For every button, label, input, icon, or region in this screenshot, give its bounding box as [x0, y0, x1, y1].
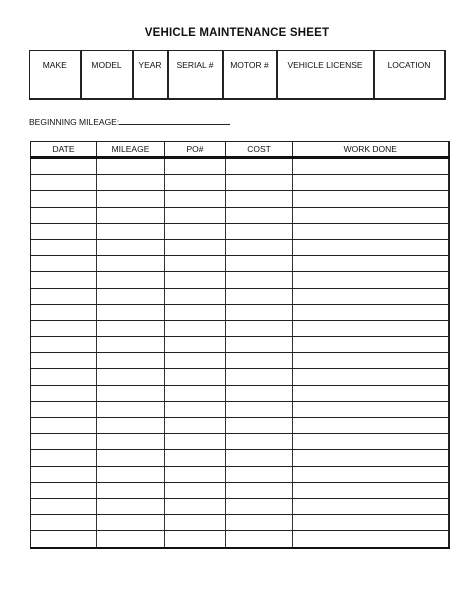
table-row — [31, 337, 449, 353]
cost-cell[interactable] — [226, 498, 293, 514]
work-done-cell[interactable] — [293, 288, 449, 304]
po-cell[interactable] — [165, 482, 226, 498]
vehicle-info-header: MODEL — [91, 60, 122, 70]
cost-cell[interactable] — [226, 256, 293, 272]
table-row — [31, 175, 449, 191]
date-cell[interactable] — [31, 239, 97, 255]
mileage-cell[interactable] — [97, 385, 165, 401]
work-done-cell[interactable] — [293, 515, 449, 531]
cost-cell[interactable] — [226, 239, 293, 255]
cost-cell[interactable] — [226, 466, 293, 482]
work-done-cell[interactable] — [293, 418, 449, 434]
table-row — [31, 288, 449, 304]
date-cell[interactable] — [31, 207, 97, 223]
mileage-cell[interactable] — [97, 175, 165, 191]
date-cell[interactable] — [31, 288, 97, 304]
po-cell[interactable] — [165, 434, 226, 450]
work-done-cell[interactable] — [293, 353, 449, 369]
table-row — [31, 256, 449, 272]
column-header-mileage: MILEAGE — [97, 142, 165, 158]
table-row — [31, 304, 449, 320]
vehicle-info-header: SERIAL # — [176, 60, 214, 70]
date-cell[interactable] — [31, 304, 97, 320]
date-cell[interactable] — [31, 256, 97, 272]
date-cell[interactable] — [31, 320, 97, 336]
vehicle-info-license[interactable] — [277, 51, 374, 100]
beginning-mileage-field[interactable] — [119, 115, 230, 125]
date-cell[interactable] — [31, 434, 97, 450]
date-cell[interactable] — [31, 418, 97, 434]
work-done-cell[interactable] — [293, 175, 449, 191]
column-header-cost: COST — [226, 142, 293, 158]
work-done-cell[interactable] — [293, 191, 449, 207]
vehicle-info-header: LOCATION — [387, 60, 431, 70]
cost-cell[interactable] — [226, 450, 293, 466]
cost-cell[interactable] — [226, 369, 293, 385]
po-cell[interactable] — [165, 369, 226, 385]
work-done-cell[interactable] — [293, 207, 449, 223]
mileage-cell[interactable] — [97, 515, 165, 531]
table-row — [31, 207, 449, 223]
vehicle-info-header: MOTOR # — [230, 60, 269, 70]
column-header-work-done: WORK DONE — [293, 142, 449, 158]
table-row — [31, 239, 449, 255]
beginning-mileage-label: BEGINNING MILEAGE: — [29, 117, 120, 127]
cost-cell[interactable] — [226, 385, 293, 401]
table-row — [31, 482, 449, 498]
work-done-cell[interactable] — [293, 337, 449, 353]
vehicle-info-location[interactable] — [374, 51, 445, 100]
mileage-cell[interactable] — [97, 256, 165, 272]
table-row — [31, 353, 449, 369]
po-cell[interactable] — [165, 191, 226, 207]
cost-cell[interactable] — [226, 337, 293, 353]
cost-cell[interactable] — [226, 434, 293, 450]
po-cell[interactable] — [165, 498, 226, 514]
cost-cell[interactable] — [226, 418, 293, 434]
cost-cell[interactable] — [226, 272, 293, 288]
work-done-cell[interactable] — [293, 369, 449, 385]
mileage-cell[interactable] — [97, 337, 165, 353]
cost-cell[interactable] — [226, 288, 293, 304]
work-done-cell[interactable] — [293, 158, 449, 175]
po-cell[interactable] — [165, 515, 226, 531]
vehicle-info-table — [29, 50, 446, 100]
mileage-cell[interactable] — [97, 353, 165, 369]
vehicle-info-model[interactable] — [81, 51, 133, 100]
date-cell[interactable] — [31, 158, 97, 175]
mileage-cell[interactable] — [97, 466, 165, 482]
po-cell[interactable] — [165, 158, 226, 175]
vehicle-info-header: MAKE — [42, 60, 67, 70]
date-cell[interactable] — [31, 482, 97, 498]
table-row — [31, 191, 449, 207]
work-done-cell[interactable] — [293, 531, 449, 548]
work-done-cell[interactable] — [293, 256, 449, 272]
cost-cell[interactable] — [226, 401, 293, 417]
date-cell[interactable] — [31, 531, 97, 548]
mileage-cell[interactable] — [97, 482, 165, 498]
date-cell[interactable] — [31, 466, 97, 482]
po-cell[interactable] — [165, 239, 226, 255]
table-row — [31, 434, 449, 450]
cost-cell[interactable] — [226, 531, 293, 548]
date-cell[interactable] — [31, 223, 97, 239]
mileage-cell[interactable] — [97, 434, 165, 450]
work-done-cell[interactable] — [293, 482, 449, 498]
mileage-cell[interactable] — [97, 207, 165, 223]
mileage-cell[interactable] — [97, 450, 165, 466]
vehicle-info-motor[interactable] — [223, 51, 277, 100]
mileage-cell[interactable] — [97, 418, 165, 434]
cost-cell[interactable] — [226, 353, 293, 369]
work-done-cell[interactable] — [293, 498, 449, 514]
table-row — [31, 450, 449, 466]
po-cell[interactable] — [165, 450, 226, 466]
cost-cell[interactable] — [226, 515, 293, 531]
vehicle-info-make[interactable] — [30, 51, 81, 100]
log-header-row — [31, 142, 449, 158]
table-row — [31, 320, 449, 336]
table-row — [31, 515, 449, 531]
vehicle-info-serial[interactable] — [168, 51, 223, 100]
date-cell[interactable] — [31, 353, 97, 369]
po-cell[interactable] — [165, 337, 226, 353]
po-cell[interactable] — [165, 531, 226, 548]
work-done-cell[interactable] — [293, 401, 449, 417]
page-title: VEHICLE MAINTENANCE SHEET — [144, 27, 330, 39]
table-row — [31, 466, 449, 482]
date-cell[interactable] — [31, 498, 97, 514]
po-cell[interactable] — [165, 466, 226, 482]
date-cell[interactable] — [31, 515, 97, 531]
table-row — [31, 272, 449, 288]
work-done-cell[interactable] — [293, 304, 449, 320]
date-cell[interactable] — [31, 450, 97, 466]
vehicle-info-header: VEHICLE LICENSE — [287, 60, 363, 70]
table-row — [31, 498, 449, 514]
cost-cell[interactable] — [226, 223, 293, 239]
po-cell[interactable] — [165, 272, 226, 288]
mileage-cell[interactable] — [97, 531, 165, 548]
log-body — [31, 158, 449, 548]
cost-cell[interactable] — [226, 320, 293, 336]
table-row — [31, 223, 449, 239]
date-cell[interactable] — [31, 191, 97, 207]
table-row — [31, 418, 449, 434]
work-done-cell[interactable] — [293, 466, 449, 482]
date-cell[interactable] — [31, 272, 97, 288]
work-done-cell[interactable] — [293, 434, 449, 450]
mileage-cell[interactable] — [97, 498, 165, 514]
work-done-cell[interactable] — [293, 450, 449, 466]
beginning-mileage — [29, 115, 230, 127]
po-cell[interactable] — [165, 304, 226, 320]
cost-cell[interactable] — [226, 191, 293, 207]
mileage-cell[interactable] — [97, 272, 165, 288]
date-cell[interactable] — [31, 175, 97, 191]
mileage-cell[interactable] — [97, 223, 165, 239]
mileage-cell[interactable] — [97, 191, 165, 207]
table-row — [31, 158, 449, 175]
mileage-cell[interactable] — [97, 239, 165, 255]
table-row — [31, 385, 449, 401]
cost-cell[interactable] — [226, 207, 293, 223]
work-done-cell[interactable] — [293, 320, 449, 336]
po-cell[interactable] — [165, 385, 226, 401]
po-cell[interactable] — [165, 401, 226, 417]
mileage-cell[interactable] — [97, 158, 165, 175]
mileage-cell[interactable] — [97, 304, 165, 320]
po-cell[interactable] — [165, 256, 226, 272]
vehicle-info-header: YEAR — [138, 60, 162, 70]
work-done-cell[interactable] — [293, 223, 449, 239]
table-row — [31, 401, 449, 417]
vehicle-info-year[interactable] — [133, 51, 168, 100]
cost-cell[interactable] — [226, 482, 293, 498]
date-cell[interactable] — [31, 385, 97, 401]
table-row — [31, 531, 449, 548]
maintenance-log-table — [30, 141, 450, 549]
work-done-cell[interactable] — [293, 385, 449, 401]
work-done-cell[interactable] — [293, 239, 449, 255]
po-cell[interactable] — [165, 175, 226, 191]
po-cell[interactable] — [165, 207, 226, 223]
work-done-cell[interactable] — [293, 272, 449, 288]
date-cell[interactable] — [31, 369, 97, 385]
po-cell[interactable] — [165, 288, 226, 304]
po-cell[interactable] — [165, 353, 226, 369]
date-cell[interactable] — [31, 337, 97, 353]
mileage-cell[interactable] — [97, 288, 165, 304]
po-cell[interactable] — [165, 418, 226, 434]
mileage-cell[interactable] — [97, 369, 165, 385]
date-cell[interactable] — [31, 401, 97, 417]
cost-cell[interactable] — [226, 304, 293, 320]
po-cell[interactable] — [165, 223, 226, 239]
column-header-date: DATE — [31, 142, 97, 158]
column-header-po: PO# — [165, 142, 226, 158]
cost-cell[interactable] — [226, 158, 293, 175]
mileage-cell[interactable] — [97, 401, 165, 417]
mileage-cell[interactable] — [97, 320, 165, 336]
table-row — [31, 369, 449, 385]
cost-cell[interactable] — [226, 175, 293, 191]
po-cell[interactable] — [165, 320, 226, 336]
